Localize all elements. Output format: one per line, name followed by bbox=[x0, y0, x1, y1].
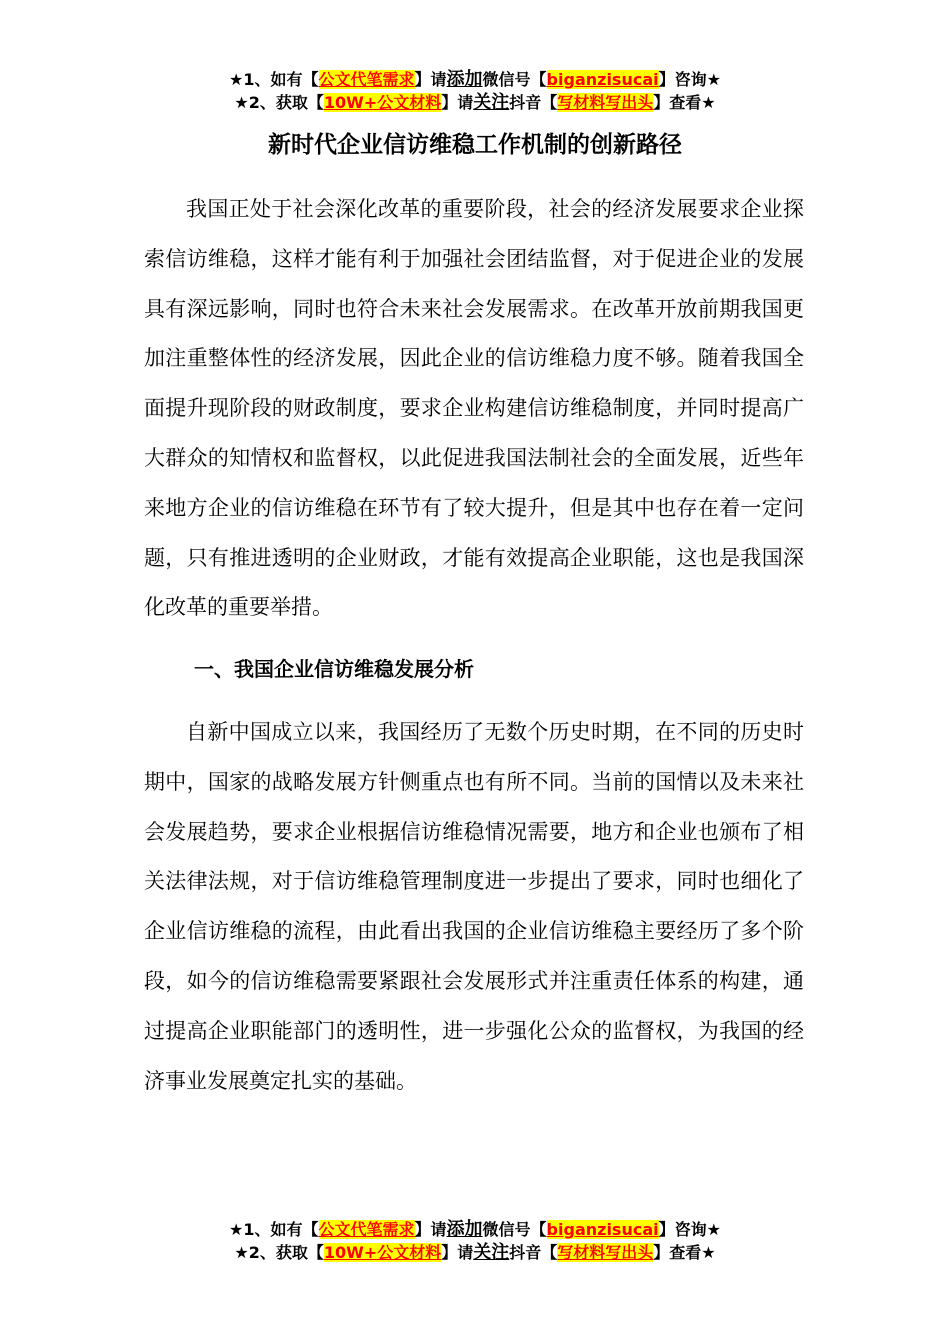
promo-underlined-word: 关注 bbox=[473, 92, 510, 113]
promo-text: ★1、如有【 bbox=[229, 1220, 319, 1239]
promo-text: 】咨询★ bbox=[658, 1220, 721, 1239]
promo-text: 微信号【 bbox=[482, 70, 547, 89]
promo-highlight-service: 公文代笔需求 bbox=[318, 1220, 415, 1239]
paragraph-section-1: 自新中国成立以来，我国经历了无数个历史时期，在不同的历史时期中，国家的战略发展方针侧重点也有所不同。当前的国情以及未来社会发展趋势，要求企业根据信访维稳情况需要，地方和企业也颁布了相关法律法规，对于信访维稳管理制度进一步提出了要求，同时也细化了企业信访维稳的流程，由此看出我国的企业信访维稳主要经历了多个阶段，如今的信访维稳需要紧跟社会发展形式并注重责任体系的构建，通过提高企业职能部门的透明性，进一步强化公众的监督权，为我国的经济事业发展奠定扎实的基础。 bbox=[144, 720, 804, 1093]
promo-line-wechat bbox=[0, 68, 950, 91]
promo-line-wechat bbox=[0, 1218, 950, 1241]
promo-highlight-douyin-account: 写材料写出头 bbox=[557, 1243, 654, 1262]
promo-highlight-materials: 10W+公文材料 bbox=[323, 93, 442, 112]
promo-text: 】查看★ bbox=[653, 1243, 716, 1262]
promo-text: 】请 bbox=[414, 1220, 447, 1239]
promo-highlight-service: 公文代笔需求 bbox=[318, 70, 415, 89]
paragraph-intro: 我国正处于社会深化改革的重要阶段，社会的经济发展要求企业探索信访维稳，这样才能有利于加强社会团结监督，对于促进企业的发展具有深远影响，同时也符合未来社会发展需求。在改革开放前期我国更加注重整体性的经济发展，因此企业的信访维稳力度不够。随着我国全面提升现阶段的财政制度，要求企业构建信访维稳制度，并同时提高广大群众的知情权和监督权，以此促进我国法制社会的全面发展，近些年来地方企业的信访维稳在环节有了较大提升，但是其中也存在着一定问题，只有推进透明的企业财政，才能有效提高企业职能，这也是我国深化改革的重要举措。 bbox=[144, 197, 804, 620]
promo-highlight-wechat-id: biganzisucai bbox=[546, 1220, 659, 1239]
promo-underlined-word: 添加 bbox=[446, 69, 483, 90]
promo-highlight-materials: 10W+公文材料 bbox=[323, 1243, 442, 1262]
promo-line-douyin bbox=[0, 91, 950, 114]
promo-underlined-word: 添加 bbox=[446, 1219, 483, 1240]
promo-text: 】咨询★ bbox=[658, 70, 721, 89]
section-heading-1: 一、我国企业信访维稳发展分析 bbox=[194, 657, 474, 681]
promo-text: ★2、获取【 bbox=[234, 1243, 324, 1262]
document-title: 新时代企业信访维稳工作机制的创新路径 bbox=[268, 132, 682, 158]
promo-text: ★2、获取【 bbox=[234, 93, 324, 112]
promo-text: 抖音【 bbox=[509, 1243, 558, 1262]
promo-text: 】请 bbox=[414, 70, 447, 89]
promo-underlined-word: 关注 bbox=[473, 1242, 510, 1263]
promo-header bbox=[0, 68, 950, 114]
promo-line-douyin bbox=[0, 1241, 950, 1264]
promo-text: 】请 bbox=[441, 1243, 474, 1262]
promo-footer bbox=[0, 1218, 950, 1264]
promo-highlight-wechat-id: biganzisucai bbox=[546, 70, 659, 89]
promo-text: 微信号【 bbox=[482, 1220, 547, 1239]
promo-text: 】查看★ bbox=[653, 93, 716, 112]
promo-text: 】请 bbox=[441, 93, 474, 112]
promo-text: 抖音【 bbox=[509, 93, 558, 112]
promo-text: ★1、如有【 bbox=[229, 70, 319, 89]
promo-highlight-douyin-account: 写材料写出头 bbox=[557, 93, 654, 112]
